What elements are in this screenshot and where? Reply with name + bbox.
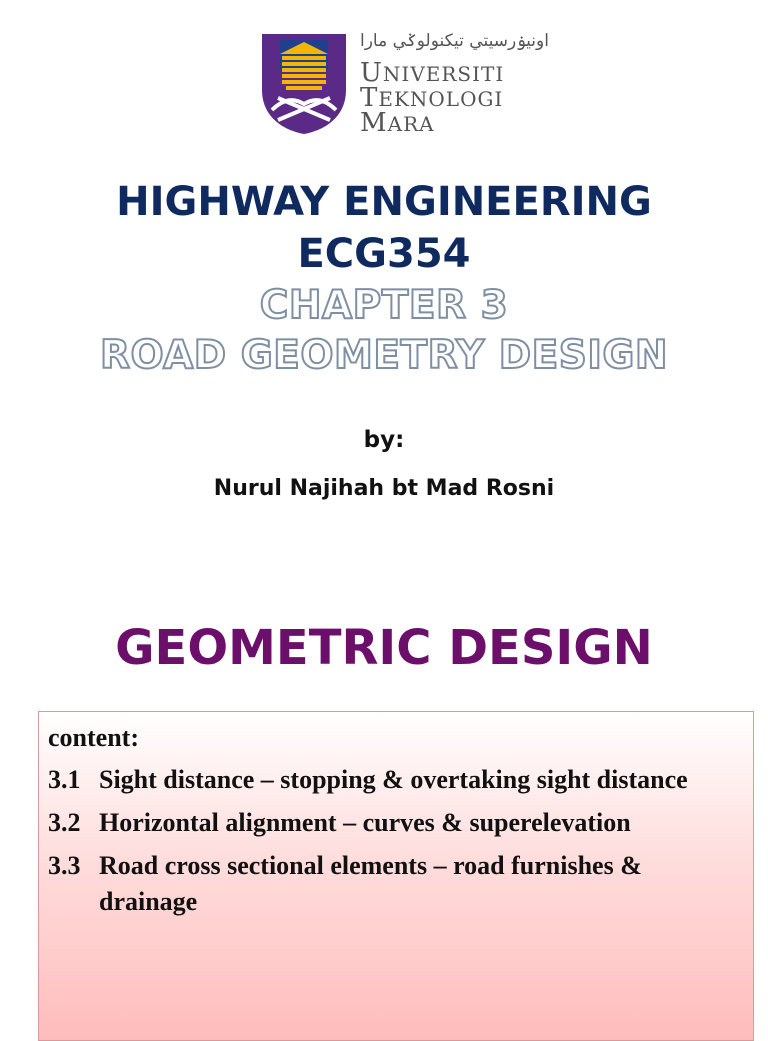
university-name-line3: MARA: [360, 108, 435, 138]
university-name: [360, 58, 505, 138]
by-label: by:: [363, 427, 405, 453]
university-jawi-text: اونيۏرسيتي تيكنولوݢي مارا: [360, 31, 549, 51]
item-number: 3.3: [48, 851, 81, 880]
item-number: 3.1: [48, 765, 81, 794]
course-code: ECG354: [297, 231, 471, 277]
author-name: Nurul Najihah bt Mad Rosni: [213, 476, 555, 501]
item-number: 3.2: [48, 808, 81, 837]
content-list: [48, 720, 745, 927]
item-text: Road cross sectional elements – road furnishes & drainage: [99, 851, 642, 916]
chapter-title: ROAD GEOMETRY DESIGN: [99, 333, 669, 378]
university-logo: [260, 30, 549, 140]
content-box: [38, 711, 754, 1041]
uitm-crest-icon: [260, 32, 348, 136]
chapter-number: CHAPTER 3: [259, 283, 509, 328]
item-text: Sight distance – stopping & overtaking sight distance: [99, 765, 688, 794]
university-name-line2: TEKNOLOGI: [360, 83, 504, 113]
item-text: Horizontal alignment – curves & superelevation: [99, 808, 631, 837]
university-name-line1: UNIVERSITI: [360, 58, 505, 88]
list-item: [48, 762, 745, 798]
list-item: [48, 848, 745, 920]
list-item: [48, 805, 745, 841]
course-title: HIGHWAY ENGINEERING: [116, 179, 652, 225]
content-label: content:: [48, 723, 139, 752]
section-heading: GEOMETRIC DESIGN: [115, 620, 653, 676]
